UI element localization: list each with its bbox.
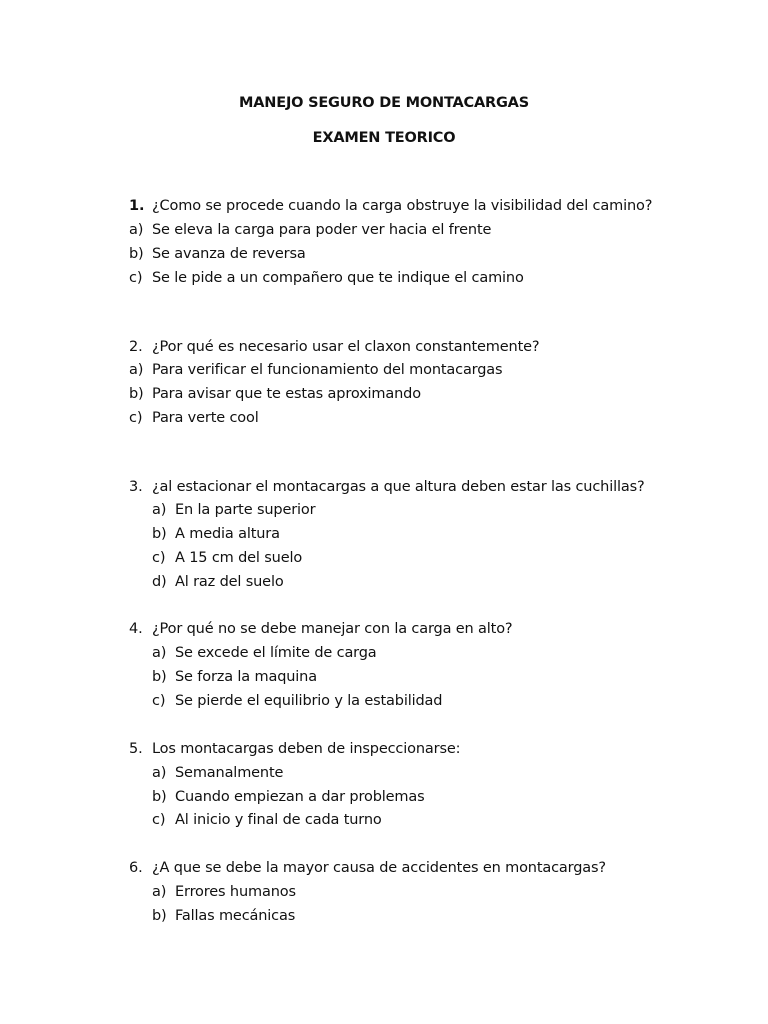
document-title: MANEJO SEGURO DE MONTACARGAS bbox=[239, 95, 529, 111]
option-text: Se pierde el equilibrio y la estabilidad bbox=[175, 693, 443, 709]
document-subtitle: EXAMEN TEORICO bbox=[312, 130, 456, 146]
question-text: ¿Por qué no se debe manejar con la carga en alto? bbox=[152, 621, 513, 637]
option-text: Se le pide a un compañero que te indique el camino bbox=[152, 270, 524, 286]
option-marker: a) bbox=[152, 765, 167, 781]
option-marker: a) bbox=[152, 884, 167, 900]
question-text: ¿al estacionar el montacargas a que altura deben estar las cuchillas? bbox=[152, 479, 645, 495]
option-marker: a) bbox=[129, 362, 144, 378]
option-text: A 15 cm del suelo bbox=[175, 550, 303, 566]
question-number: 3. bbox=[129, 479, 143, 495]
option-text: Para verificar el funcionamiento del montacargas bbox=[152, 362, 503, 378]
option-marker: a) bbox=[129, 222, 144, 238]
option-text: Fallas mecánicas bbox=[175, 908, 296, 924]
option-marker: b) bbox=[152, 908, 167, 924]
option-text: Errores humanos bbox=[175, 884, 296, 900]
option-marker: b) bbox=[129, 246, 144, 262]
question-text: ¿A que se debe la mayor causa de accidentes en montacargas? bbox=[152, 860, 606, 876]
option-marker: d) bbox=[152, 574, 167, 590]
option-text: Se forza la maquina bbox=[175, 669, 317, 685]
question-number: 2. bbox=[129, 339, 143, 355]
option-text: Al raz del suelo bbox=[175, 574, 284, 590]
option-marker: a) bbox=[152, 645, 167, 661]
question-number: 5. bbox=[129, 741, 143, 757]
option-marker: c) bbox=[129, 270, 143, 286]
option-text: Se avanza de reversa bbox=[152, 246, 306, 262]
option-text: Para verte cool bbox=[152, 410, 259, 426]
option-marker: b) bbox=[129, 386, 144, 402]
option-text: Al inicio y final de cada turno bbox=[175, 812, 382, 828]
option-text: Cuando empiezan a dar problemas bbox=[175, 789, 425, 805]
option-marker: c) bbox=[152, 550, 166, 566]
question-text: Los montacargas deben de inspeccionarse: bbox=[152, 741, 461, 757]
option-text: Para avisar que te estas aproximando bbox=[152, 386, 421, 402]
option-marker: c) bbox=[129, 410, 143, 426]
question-number: 1. bbox=[129, 198, 145, 214]
question-number: 4. bbox=[129, 621, 143, 637]
option-marker: b) bbox=[152, 789, 167, 805]
option-text: Se excede el límite de carga bbox=[175, 645, 377, 661]
option-text: Semanalmente bbox=[175, 765, 284, 781]
option-text: En la parte superior bbox=[175, 502, 316, 518]
question-text: ¿Por qué es necesario usar el claxon constantemente? bbox=[152, 339, 540, 355]
question-text: ¿Como se procede cuando la carga obstruye la visibilidad del camino? bbox=[152, 198, 653, 214]
option-marker: b) bbox=[152, 669, 167, 685]
option-marker: b) bbox=[152, 526, 167, 542]
option-text: Se eleva la carga para poder ver hacia el frente bbox=[152, 222, 492, 238]
question-number: 6. bbox=[129, 860, 143, 876]
option-text: A media altura bbox=[175, 526, 280, 542]
option-marker: c) bbox=[152, 812, 166, 828]
option-marker: c) bbox=[152, 693, 166, 709]
option-marker: a) bbox=[152, 502, 167, 518]
